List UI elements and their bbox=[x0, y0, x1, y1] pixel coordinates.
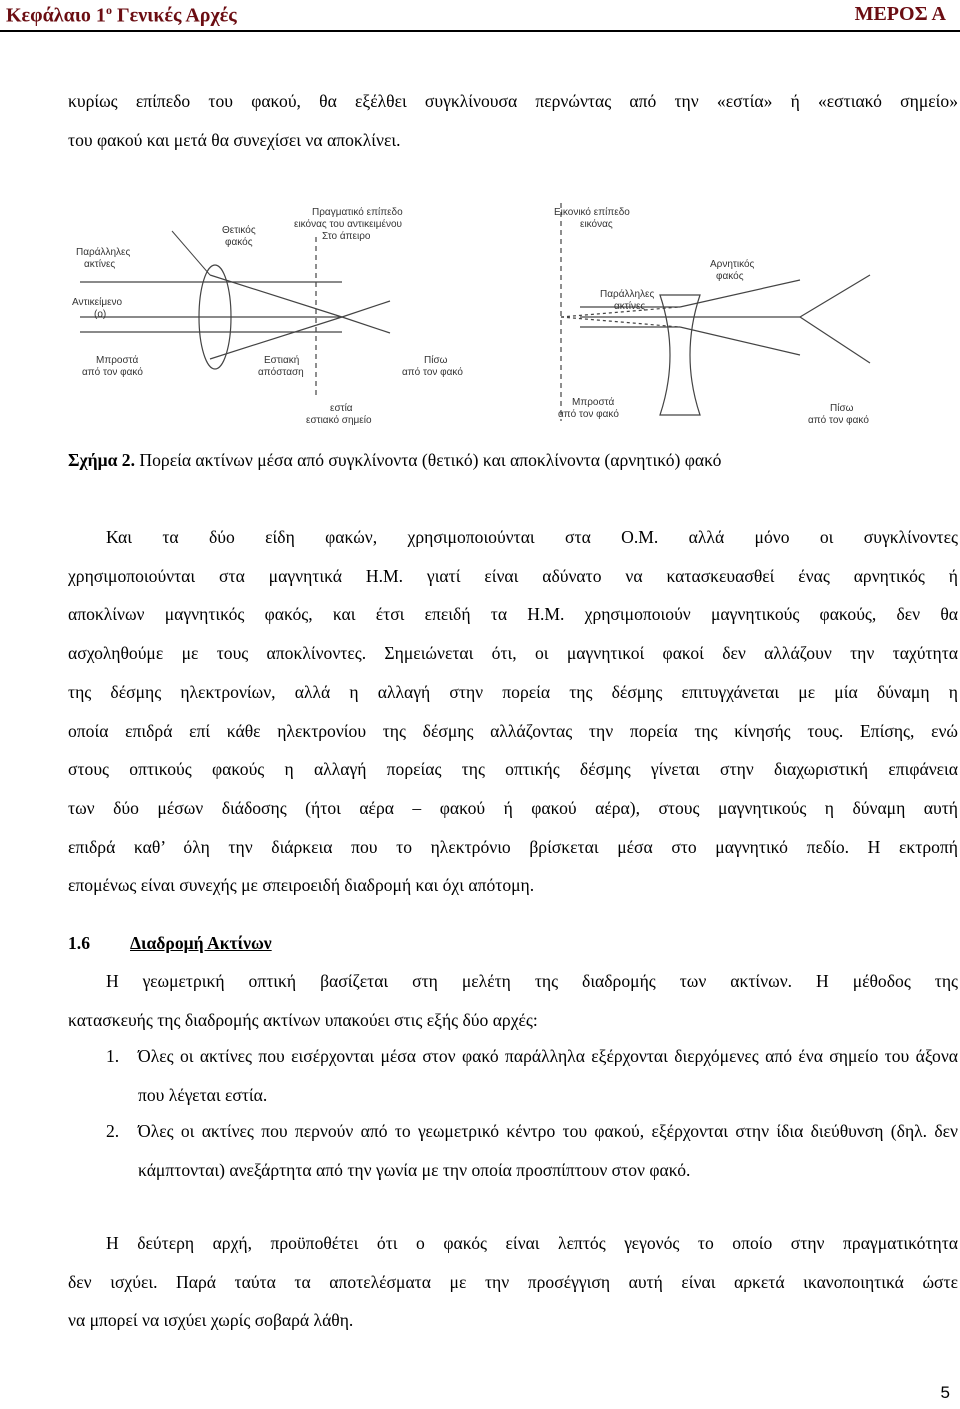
caption-text: Πορεία ακτίνων μέσα από συγκλίνοντα (θετικό) και αποκλίνοντα (αρνητικό) φακό bbox=[135, 450, 722, 470]
right-virtual-bottom bbox=[561, 317, 680, 327]
list-item-line: διεύθυνση (δηλ. δεν κάμπτονται) ανεξάρτητα από την γωνία με την οποία προσπίπτουν στον bbox=[138, 1121, 959, 1180]
intro-line-2: του φακού και μετά θα συνεχίσει να αποκλίνει. bbox=[68, 129, 401, 150]
caption-label: Σχήμα 2. bbox=[68, 450, 136, 470]
label-behind-right-1: Πίσω bbox=[830, 403, 854, 414]
section-heading bbox=[68, 933, 272, 954]
left-diverge-2 bbox=[342, 317, 390, 333]
label-front-left-2: από τον φακό bbox=[82, 367, 143, 378]
method-line-1: Η γεωμετρική οπτική βασίζεται στη μελέτη της διαδρομής των ακτίνων. Η μέθοδος της bbox=[106, 971, 958, 991]
label-focal-distance-1: Εστιακή bbox=[264, 355, 300, 366]
method-line-2: κατασκευής της διαδρομής ακτίνων υπακούει στις εξής δύο αρχές: bbox=[68, 1009, 538, 1030]
right-extend-1 bbox=[800, 275, 870, 317]
body-line-4: ασχοληθούμε με τους αποκλίνοντες. Σημειώνεται ότι, οι μαγνητικοί φακοί δεν αλλάζουν την ταχύτητα bbox=[68, 643, 958, 664]
label-positive-lens-2: φακός bbox=[225, 237, 253, 248]
label-parallel-left-1: Παράλληλες bbox=[76, 247, 131, 258]
method-paragraph bbox=[68, 962, 958, 1039]
body-line-2: χρησιμοποιούνται στα μαγνητικά Η.Μ. γιατί είναι αδύνατο να κατασκευασθεί ένας αρνητικός ή bbox=[68, 565, 958, 586]
body-line-5: της δέσμης ηλεκτρονίων, αλλά η αλλαγή στην πορεία της δέσμης επιτυγχάνεται με μία δύναμη η bbox=[68, 681, 958, 702]
closing-line-3: να μπορεί να ισχύει χωρίς σοβαρά λάθη. bbox=[68, 1310, 354, 1331]
lens-diagram bbox=[60, 195, 900, 440]
chapter-suffix: Γενικές Αρχές bbox=[111, 4, 237, 27]
label-focus-1: εστία bbox=[330, 403, 353, 414]
label-behind-left-2: από τον φακό bbox=[402, 367, 463, 378]
closing-line-2: δεν ισχύει. Παρά ταύτα τα αποτελέσματα με την προσέγγιση αυτή είναι αρκετά ικανοποιητικά ώστε bbox=[68, 1271, 958, 1292]
label-object-2: (ο) bbox=[94, 309, 107, 320]
label-real-plane-1: Πραγματικό επίπεδο bbox=[312, 207, 403, 218]
intro-paragraph bbox=[68, 82, 958, 159]
list-item-line: Όλες οι ακτίνες που εισέρχονται μέσα στον φακό παράλληλα εξέρχονται διερχόμενες από ένα bbox=[138, 1046, 823, 1066]
label-front-left-1: Μπροστά bbox=[96, 355, 139, 366]
figure-caption bbox=[68, 450, 721, 471]
chapter-title bbox=[6, 3, 237, 28]
closing-line-1: Η δεύτερη αρχή, προϋποθέτει ότι ο φακός είναι λεπτός γεγονός το οποίο στην πραγματικότητα bbox=[106, 1233, 958, 1253]
body-line-3: αποκλίνων μαγνητικός φακός, και έτσι επειδή τα Η.Μ. χρησιμοποιούν μαγνητικούς φακούς, δεν θα bbox=[68, 604, 958, 625]
body-paragraph bbox=[68, 518, 958, 905]
label-positive-lens-1: Θετικός bbox=[222, 225, 256, 236]
label-front-right-2: από τον φακό bbox=[558, 409, 619, 420]
label-real-plane-3: Στο άπειρο bbox=[322, 231, 371, 242]
label-negative-lens-1: Αρνητικός bbox=[710, 259, 755, 270]
chapter-prefix: Κεφάλαιο 1 bbox=[6, 4, 106, 27]
body-line-1: Και τα δύο είδη φακών, χρησιμοποιούνται στα Ο.Μ. αλλά μόνο οι συγκλίνοντες bbox=[106, 527, 958, 547]
label-behind-right-2: από τον φακό bbox=[808, 415, 869, 426]
lens-figure bbox=[60, 195, 900, 440]
label-parallel-right-2: ακτίνες bbox=[614, 301, 646, 312]
chapter-sup: ο bbox=[105, 3, 112, 17]
label-virtual-plane-1: Εικονικό επίπεδο bbox=[554, 207, 630, 218]
list-item-number: 2. bbox=[106, 1121, 120, 1141]
label-focal-distance-2: απόσταση bbox=[258, 367, 304, 378]
section-title-text: Διαδρομή Ακτίνων bbox=[130, 933, 272, 953]
body-line-8: των δύο μέσων διάδοσης (ήτοι αέρα – φακού ή φακού αέρα), στους μαγνητικούς η δύναμη αυτή bbox=[68, 797, 958, 818]
label-object-1: Αντικείμενο bbox=[72, 297, 123, 308]
body-line-6: οποία επιδρά επί κάθε ηλεκτρονίου της δέσμης αλλάζοντας την πορεία της κίνησής τους. Επίσης, ενώ bbox=[68, 720, 958, 741]
left-diverge-1 bbox=[342, 301, 390, 317]
section-number: 1.6 bbox=[68, 933, 90, 953]
body-line-7: στους οπτικούς φακούς η αλλαγή πορείας της οπτικής δέσμης γίνεται στην διαχωριστική επιφάνεια bbox=[68, 759, 958, 780]
list-item-line: Όλες οι ακτίνες που περνούν από το γεωμετρικό κέντρο του φακού, εξέρχονται στην ίδια bbox=[138, 1121, 804, 1141]
label-front-right-1: Μπροστά bbox=[572, 397, 615, 408]
label-focus-2: εστιακό σημείο bbox=[306, 415, 372, 426]
body-line-10: επομένως είναι συνεχής με σπειροειδή διαδρομή και όχι απότομη. bbox=[68, 875, 535, 896]
intro-line-1: κυρίως επίπεδο του φακού, θα εξέλθει συγκλίνουσα περνώντας από την «εστία» ή «εστιακό σημείο» bbox=[68, 91, 958, 111]
label-behind-left-1: Πίσω bbox=[424, 355, 448, 366]
positive-lens-pointer bbox=[172, 231, 210, 275]
right-extend-2 bbox=[800, 317, 870, 363]
page-header bbox=[0, 0, 960, 32]
list-item-line: φακό. bbox=[649, 1159, 691, 1180]
label-negative-lens-2: φακός bbox=[716, 271, 744, 282]
list-item-number: 1. bbox=[106, 1046, 120, 1066]
right-diverge-bottom bbox=[680, 327, 800, 355]
negative-lens-shape bbox=[660, 295, 700, 415]
page-number: 5 bbox=[940, 1383, 950, 1402]
list-item-line: σημείο του άξονα που λέγεται εστία. bbox=[138, 1046, 958, 1105]
closing-paragraph bbox=[68, 1224, 958, 1340]
label-parallel-right-1: Παράλληλες bbox=[600, 289, 655, 300]
label-virtual-plane-2: εικόνας bbox=[580, 219, 613, 230]
label-real-plane-2: εικόνας του αντικειμένου bbox=[294, 219, 402, 230]
label-parallel-left-2: ακτίνες bbox=[84, 259, 116, 270]
part-title: ΜΕΡΟΣ Α bbox=[854, 3, 946, 25]
body-line-9: επιδρά καθ’ όλη την διάρκεια που το ηλεκτρόνιο βρίσκεται μέσα στο μαγνητικό πεδίο. Η εκτροπή bbox=[68, 836, 958, 857]
